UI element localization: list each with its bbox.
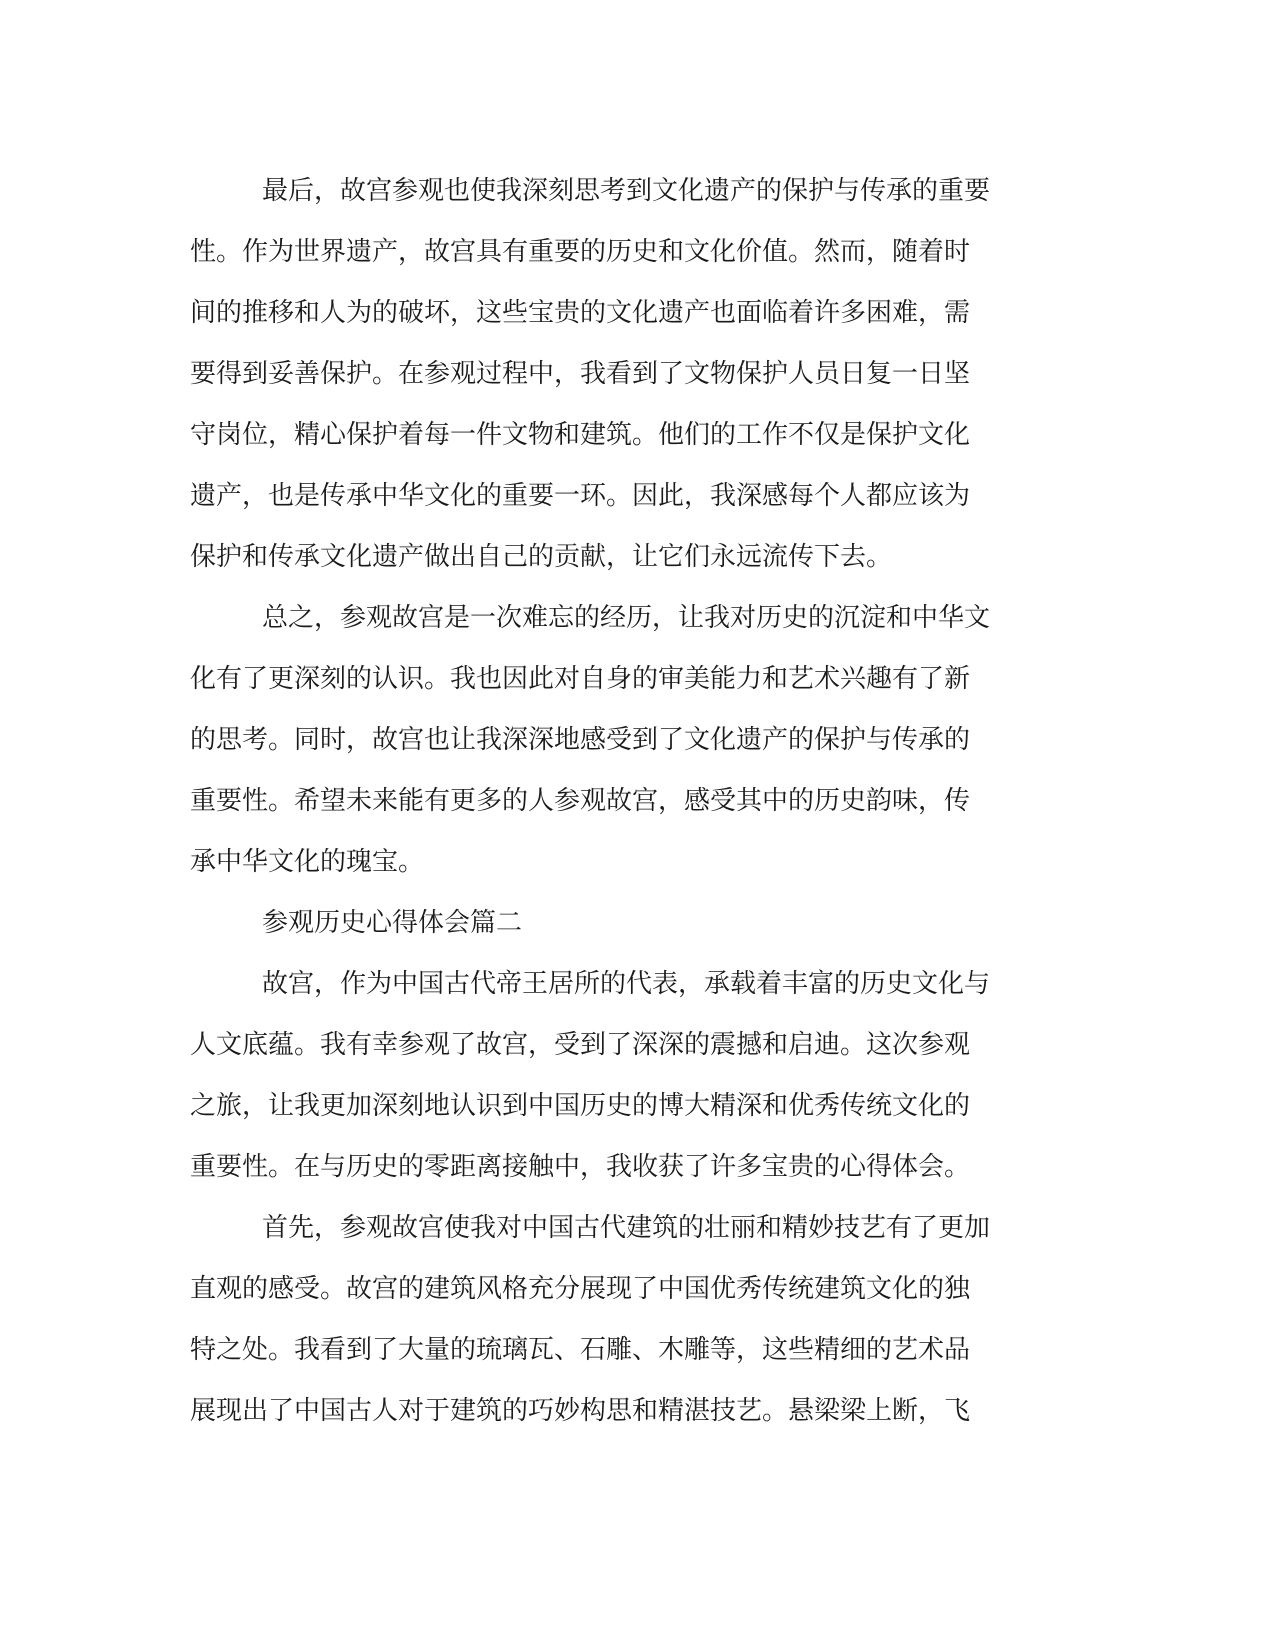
paragraph-line: 首先，参观故宫使我对中国古代建筑的壮丽和精妙技艺有了更加 [262, 1213, 991, 1243]
section-heading: 参观历史心得体会篇二 [262, 908, 523, 938]
paragraph-line: 展现出了中国古人对于建筑的巧妙构思和精湛技艺。悬梁梁上断，飞 [190, 1396, 971, 1426]
paragraph-line: 最后，故宫参观也使我深刻思考到文化遗产的保护与传承的重要 [262, 176, 991, 206]
paragraph-line: 保护和传承文化遗产做出自己的贡献，让它们永远流传下去。 [190, 542, 893, 572]
paragraph-line: 重要性。希望未来能有更多的人参观故宫，感受其中的历史韵味，传 [190, 786, 971, 816]
paragraph-line: 特之处。我看到了大量的琉璃瓦、石雕、木雕等，这些精细的艺术品 [190, 1335, 971, 1365]
paragraph-line: 之旅，让我更加深刻地认识到中国历史的博大精深和优秀传统文化的 [190, 1091, 971, 1121]
paragraph-line: 人文底蕴。我有幸参观了故宫，受到了深深的震撼和启迪。这次参观 [190, 1030, 971, 1060]
paragraph-line: 的思考。同时，故宫也让我深深地感受到了文化遗产的保护与传承的 [190, 725, 971, 755]
paragraph-line: 直观的感受。故宫的建筑风格充分展现了中国优秀传统建筑文化的独 [190, 1274, 971, 1304]
paragraph-line: 遗产，也是传承中华文化的重要一环。因此，我深感每个人都应该为 [190, 481, 971, 511]
paragraph-line: 承中华文化的瑰宝。 [190, 847, 425, 877]
paragraph-line: 守岗位，精心保护着每一件文物和建筑。他们的工作不仅是保护文化 [190, 420, 971, 450]
paragraph-line: 间的推移和人为的破坏，这些宝贵的文化遗产也面临着许多困难，需 [190, 298, 971, 328]
paragraph-line: 故宫，作为中国古代帝王居所的代表，承载着丰富的历史文化与 [262, 969, 991, 999]
paragraph-line: 性。作为世界遗产，故宫具有重要的历史和文化价值。然而，随着时 [190, 237, 971, 267]
paragraph-line: 要得到妥善保护。在参观过程中，我看到了文物保护人员日复一日坚 [190, 359, 971, 389]
paragraph-line: 重要性。在与历史的零距离接触中，我收获了许多宝贵的心得体会。 [190, 1152, 971, 1182]
paragraph-line: 化有了更深刻的认识。我也因此对自身的审美能力和艺术兴趣有了新 [190, 664, 971, 694]
paragraph-line: 总之，参观故宫是一次难忘的经历，让我对历史的沉淀和中华文 [262, 603, 991, 633]
